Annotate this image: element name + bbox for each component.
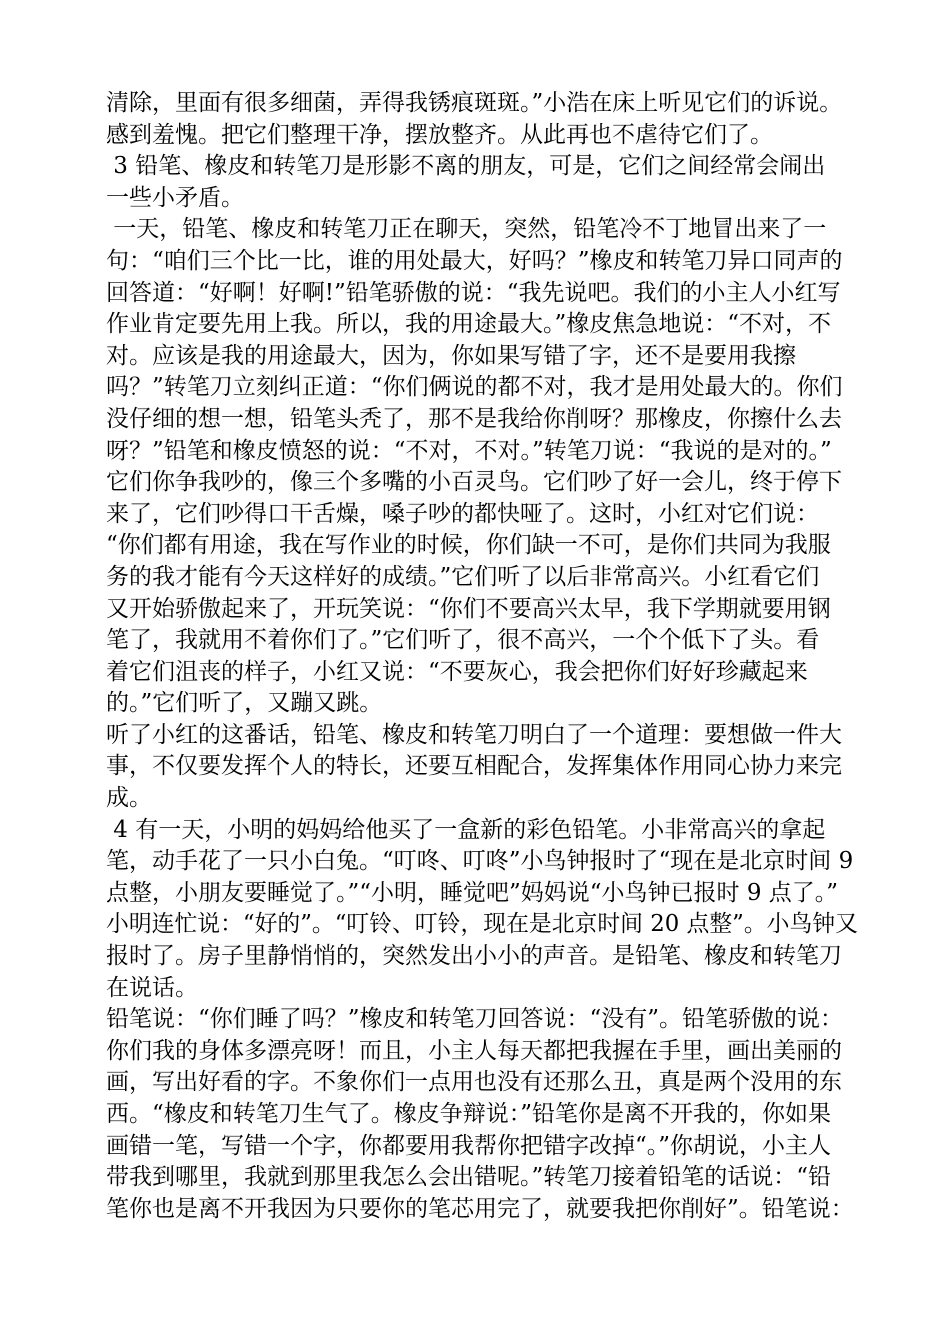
text-line: 事，不仅要发挥个人的特长，还要互相配合，发挥集体作用同心协力来完 [106, 753, 842, 780]
text-line: 笔，动手花了一只小白兔。“叮咚、叮咚”小鸟钟报时了“现在是北京时间 9 [106, 848, 854, 875]
text-line: 4 有一天，小明的妈妈给他买了一盒新的彩色铅笔。小非常高兴的拿起 [106, 816, 826, 843]
text-line: 吗？”转笔刀立刻纠正道：“你们俩说的都不对，我才是用处最大的。你们 [106, 374, 843, 401]
text-line: 报时了。房子里静悄悄的，突然发出小小的声音。是铅笔、橡皮和转笔刀 [106, 943, 842, 970]
text-line: 画，写出好看的字。不象你们一点用也没有还那么丑，真是两个没用的东 [106, 1069, 842, 1096]
text-line: 在说话。 [106, 974, 198, 1001]
text-line: 听了小红的这番话，铅笔、橡皮和转笔刀明白了一个道理：要想做一件大 [106, 721, 842, 748]
text-line: 没仔细的想一想，铅笔头秃了，那不是我给你削呀？那橡皮，你擦什么去 [106, 405, 842, 432]
text-line: 小明连忙说：“好的”。“叮铃、叮铃，现在是北京时间 20 点整”。小鸟钟又 [106, 911, 858, 938]
text-line: 西。“橡皮和转笔刀生气了。橡皮争辩说：”铅笔你是离不开我的，你如果 [106, 1101, 832, 1127]
text-line: 铅笔说：“你们睡了吗？”橡皮和转笔刀回答说：“没有”。铅笔骄傲的说： [106, 1006, 844, 1033]
text-line: 一天，铅笔、橡皮和转笔刀正在聊天，突然，铅笔冷不丁地冒出来了一 [106, 216, 827, 243]
text-line: 又开始骄傲起来了，开玩笑说：“你们不要高兴太早，我下学期就要用钢 [106, 595, 831, 622]
text-line: 回答道：“好啊！好啊!”铅笔骄傲的说：“我先说吧。我们的小主人小红写 [106, 279, 841, 306]
text-line: 笔了，我就用不着你们了。”它们听了，很不高兴，一个个低下了头。看 [106, 627, 820, 654]
text-line: 着它们沮丧的样子，小红又说：“不要灰心，我会把你们好好珍藏起来 [106, 658, 808, 685]
text-line: 3 铅笔、橡皮和转笔刀是形影不离的朋友，可是，它们之间经常会闹出 [106, 153, 826, 180]
text-line: 作业肯定要先用上我。所以，我的用途最大。”橡皮焦急地说：“不对，不 [106, 311, 832, 338]
text-line: 清除，里面有很多细菌，弄得我锈痕斑斑。”小浩在床上听见它们的诉说。 [106, 90, 843, 116]
text-line: 它们你争我吵的，像三个多嘴的小百灵鸟。它们吵了好一会儿，终于停下 [106, 469, 842, 496]
text-line: 务的我才能有今天这样好的成绩。”它们听了以后非常高兴。小红看它们 [106, 563, 820, 590]
text-line: 对。应该是我的用途最大，因为，你如果写错了字，还不是要用我擦 [106, 342, 796, 369]
text-line: 呀？”铅笔和橡皮愤怒的说：“不对，不对。”转笔刀说：“我说的是对的。” [106, 437, 832, 464]
text-line: 感到羞愧。把它们整理干净，摆放整齐。从此再也不虐待它们了。 [106, 121, 773, 148]
text-line: 画错一笔，写错一个字，你都要用我帮你把错字改掉“。”你胡说，小主人 [106, 1132, 832, 1159]
text-line: “你们都有用途，我在写作业的时候，你们缺一不可，是你们共同为我服 [106, 532, 831, 559]
text-line: 一些小矛盾。 [106, 184, 244, 211]
text-line: 笔你也是离不开我因为只要你的笔芯用完了，就要我把你削好”。铅笔说： [106, 1195, 854, 1222]
text-line: 句：“咱们三个比一比，谁的用处最大，好吗？”橡皮和转笔刀异口同声的 [106, 247, 843, 274]
text-line: 成。 [106, 785, 152, 812]
text-line: 点整，小朋友要睡觉了。”“小明，睡觉吧”妈妈说“小鸟钟已报时 9 点了。” [106, 879, 839, 906]
text-line: 带我到哪里，我就到那里我怎么会出错呢。”转笔刀接着铅笔的话说：“铅 [106, 1164, 832, 1191]
text-line: 的。”它们听了，又蹦又跳。 [106, 690, 383, 717]
text-line: 来了，它们吵得口干舌燥，嗓子吵的都快哑了。这时，小红对它们说： [106, 500, 819, 527]
story-text [106, 88, 858, 1225]
text-line: 你们我的身体多漂亮呀！而且，小主人每天都把我握在手里，画出美丽的 [106, 1037, 842, 1064]
